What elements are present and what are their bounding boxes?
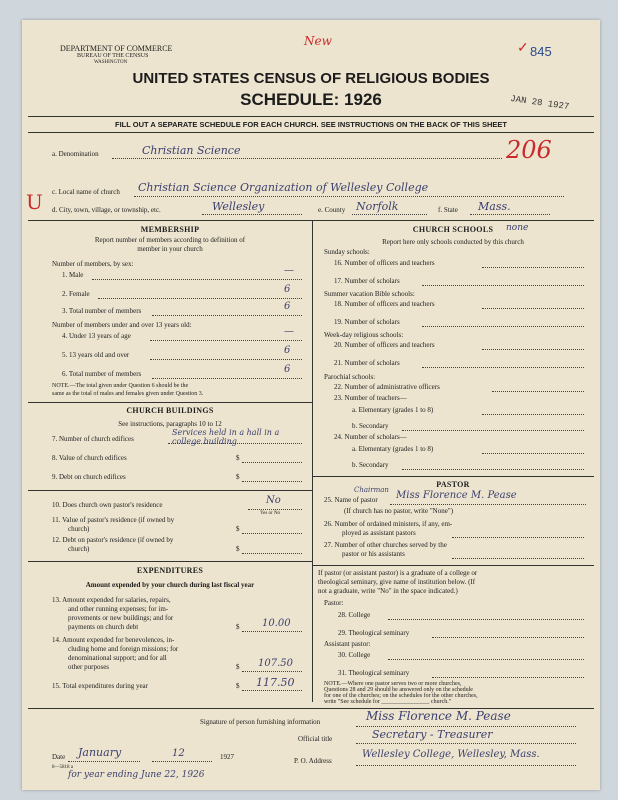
check-mark: ✓ [517,41,529,56]
q10-label: 10. Does church own pastor's residence [52,501,163,509]
schedule-number: 845 [530,44,552,59]
graduate-note-3: not a graduate, write "No" in the space indicated.) [318,587,458,595]
q12-label: 12. Debt on pastor's residence (if owned by [52,536,174,544]
form-number: 8—5818 a [52,765,73,770]
po-address-label: P. O. Address [294,757,332,765]
membership-intro: Report number of members according to definition of [94,236,246,244]
q15-currency: $ [236,682,240,690]
state-label: f. State [438,206,458,214]
official-title-label: Official title [298,735,333,743]
date-month: January [78,746,122,759]
q15-label: 15. Total expenditures during year [52,682,148,690]
q30-label: 30. College [338,651,371,659]
q27-label: 27. Number of other churches served by the [324,541,447,549]
schools-none: none [506,223,529,233]
q2-label: 2. Female [62,290,90,298]
q13-label-3: provements or new buildings; and for [68,614,174,622]
pastor-note: NOTE.—Where one pastor serves two or more churches, [324,681,462,687]
q25-insert: Chairman [354,486,389,494]
divider [28,561,312,562]
state-value: Mass. [478,200,511,213]
q11-currency: $ [236,525,240,533]
q25-hint: (If church has no pastor, write "None") [344,507,454,515]
q4-value: — [284,326,294,337]
q17-label: 17. Number of scholars [334,277,400,285]
census-form [22,20,600,790]
signature-value: Miss Florence M. Pease [366,709,511,723]
expenditures-title: EXPENDITURES [136,566,204,575]
signature-label: Signature of person furnishing information [200,718,321,726]
received-stamp: JAN 28 1927 [509,93,570,113]
q13-label-2: and other running expenses; for im- [68,605,169,613]
q7-label: 7. Number of church edifices [52,435,134,443]
schools-intro: Report here only schools conducted by this church [382,238,524,246]
q23-label: 23. Number of teachers— [334,394,407,402]
parochial-label: Parochial schools: [324,373,376,381]
date-day: 12 [172,748,185,759]
city-label: d. City, town, village, or township, etc. [52,206,161,214]
q6-label: 6. Total number of members [62,370,142,378]
pastor-title: PASTOR [436,480,470,489]
q6-value: 6 [284,364,291,375]
pastor-note-4: write "See schedule for ________________ church." [324,699,452,705]
official-title-value: Secretary - Treasurer [372,728,493,741]
sunday-label: Sunday schools: [324,248,370,256]
red-number: 206 [506,136,552,164]
q10-value: No [266,495,281,506]
q10-hint: Yes or No [260,511,281,516]
q22-label: 22. Number of administrative officers [334,383,440,391]
divider [28,490,312,491]
county-label: e. County [318,206,346,214]
q26-label-2: ployed as assistant pastors [342,529,416,537]
q11-label: 11. Value of pastor's residence (if owned by [52,516,175,524]
column-divider [312,220,313,702]
county-value: Norfolk [356,200,399,213]
q1-label: 1. Male [62,271,84,279]
bureau-city: WASHINGTON [94,60,128,65]
q9-label: 9. Debt on church edifices [52,473,126,481]
q5-label: 5. 13 years old and over [62,351,130,359]
q9-currency: $ [236,473,240,481]
weekday-label: Week-day religious schools: [324,331,404,339]
q25-value: Miss Florence M. Pease [396,490,517,501]
pastor-note-2: Questions 28 and 29 should be answered only on the schedule [324,687,473,693]
q12-currency: $ [236,545,240,553]
city-value: Wellesley [212,200,265,213]
church-name-value: Christian Science Organization of Wellesley College [138,181,429,194]
q14-currency: $ [236,663,240,671]
q2-value: 6 [284,284,291,295]
instruction-banner: FILL OUT A SEPARATE SCHEDULE FOR EACH CHURCH. SEE INSTRUCTIONS ON THE BACK OF THIS SHEET [115,120,507,129]
q19-label: 19. Number of scholars [334,318,400,326]
membership-title: MEMBERSHIP [140,225,200,234]
q5-value: 6 [284,345,291,356]
bureau-name: BUREAU OF THE CENSUS [77,53,149,59]
by-sex-label: Number of members, by sex: [52,260,134,268]
q18-label: 18. Number of officers and teachers [334,300,435,308]
date-label: Date [52,753,66,761]
summer-label: Summer vacation Bible schools: [324,290,415,298]
pastor-note-3: for one of the churches; on the schedules for the other churches, [324,693,478,699]
q31-label: 31. Theological seminary [338,669,410,677]
po-address-value: Wellesley College, Wellesley, Mass. [362,749,540,760]
graduate-note: If pastor (or assistant pastor) is a graduate of a college or [318,569,478,577]
membership-note: NOTE.—The total given under Question 6 should be the [52,383,189,389]
q14-label: 14. Amount expended for benevolences, in- [52,636,175,644]
divider [28,116,594,117]
assistant-sub-label: Assistant pastor: [324,640,371,648]
q29-label: 29. Theological seminary [338,629,410,637]
q13-label: 13. Amount expended for salaries, repairs, [52,596,171,604]
q23b-label: b. Secondary [352,422,389,430]
q4-label: 4. Under 13 years of age [62,332,131,340]
q20-label: 20. Number of officers and teachers [334,341,435,349]
denomination-value: Christian Science [142,144,241,157]
membership-note-2: same as the total of males and females given under Question 3. [52,391,204,397]
date-year: 1927 [220,753,234,761]
divider [28,402,312,403]
q11-label-2: church) [68,525,90,533]
q24b-label: b. Secondary [352,461,389,469]
q13-value: 10.00 [262,618,291,629]
q8-currency: $ [236,454,240,462]
q15-value: 117.50 [256,676,295,689]
date-footnote: for year ending June 22, 1926 [68,770,205,780]
schools-title: CHURCH SCHOOLS [412,225,494,234]
graduate-note-2: theological seminary, give name of institution below. (If [318,578,476,586]
u-mark: U [26,190,43,214]
buildings-title: CHURCH BUILDINGS [126,406,214,415]
q14-label-4: other purposes [68,663,110,671]
pastor-sub-label: Pastor: [324,599,344,607]
q14-label-3: denominational support; and for all [68,654,167,662]
dept-name: DEPARTMENT OF COMMERCE [60,44,173,53]
q3-label: 3. Total number of members [62,307,142,315]
q24a-label: a. Elementary (grades 1 to 8) [352,445,434,453]
q14-label-2: cluding home and foreign missions; for [68,645,179,653]
divider [28,132,594,133]
new-mark: New [304,34,332,48]
divider [312,476,594,477]
q1-value: — [284,265,294,276]
church-name-label: c. Local name of church [52,188,120,196]
q27-label-2: pastor or his assistants [342,550,405,558]
q12-label-2: church) [68,545,90,553]
q14-value: 107.50 [258,658,293,669]
q24-label: 24. Number of scholars— [334,433,407,441]
q7-value: Services held in a hall in a college building [172,428,280,446]
q13-currency: $ [236,623,240,631]
q21-label: 21. Number of scholars [334,359,400,367]
membership-intro-2: member in your church [137,245,203,253]
q23a-label: a. Elementary (grades 1 to 8) [352,406,434,414]
q13-label-4: payments on church debt [68,623,139,631]
expenditures-intro: Amount expended by your church during last fiscal year [85,581,255,589]
q3-value: 6 [284,301,291,312]
q25-label: 25. Name of pastor [324,496,378,504]
divider [28,220,594,221]
denomination-label: a. Denomination [52,150,99,158]
age-intro: Number of members under and over 13 years old: [52,321,192,329]
q28-label: 28. College [338,611,371,619]
buildings-see: See instructions, paragraphs 10 to 12 [118,420,222,428]
q26-label: 26. Number of ordained ministers, if any, em- [324,520,453,528]
q8-label: 8. Value of church edifices [52,454,127,462]
form-title: UNITED STATES CENSUS OF RELIGIOUS BODIES [132,70,490,87]
schedule-title: SCHEDULE: 1926 [240,90,382,109]
divider [312,565,594,566]
q16-label: 16. Number of officers and teachers [334,259,435,267]
